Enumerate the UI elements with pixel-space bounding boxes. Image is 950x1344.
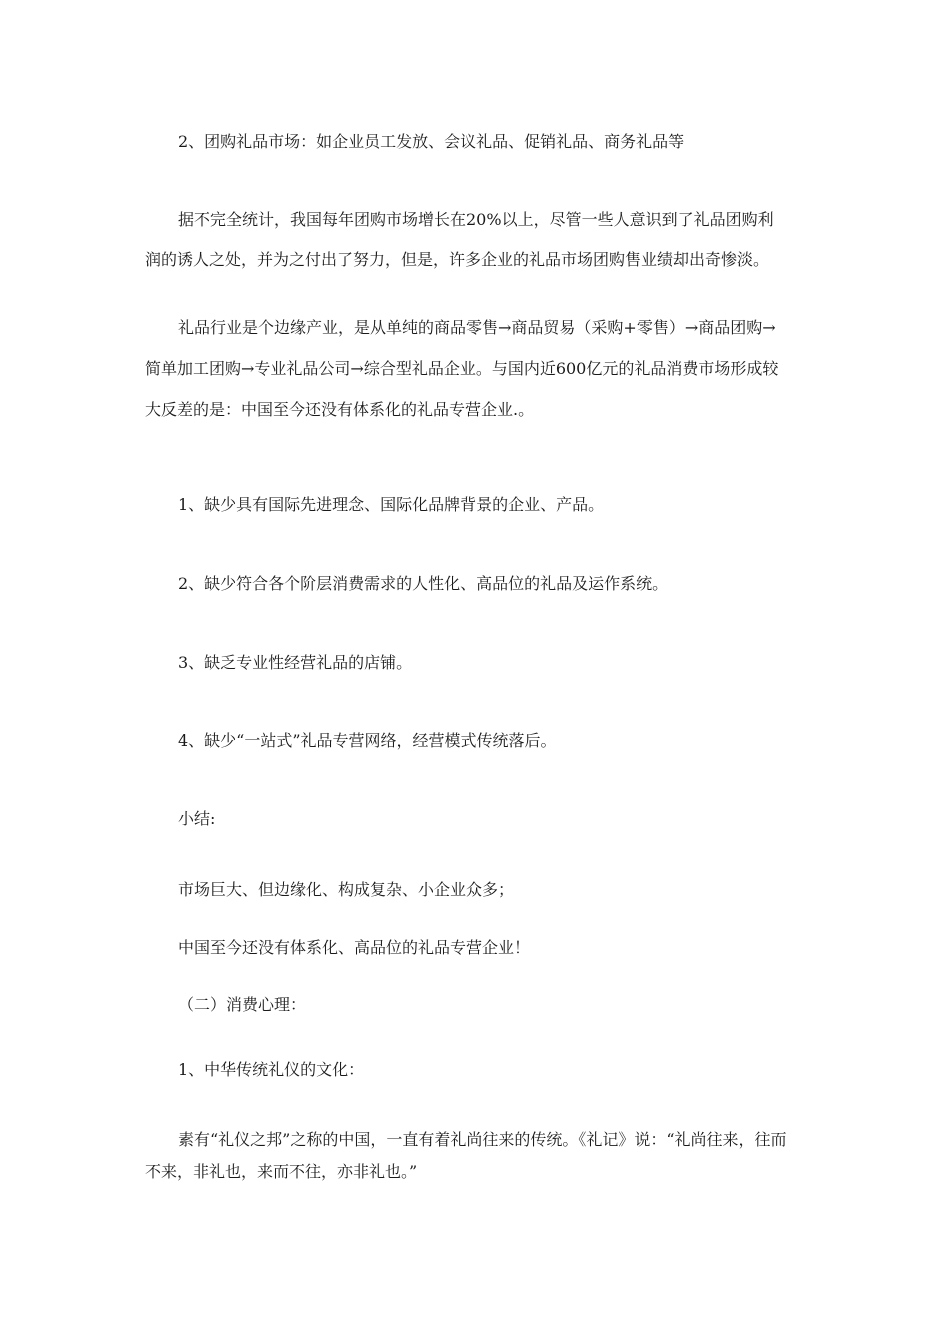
section-heading-consumer-psychology (145, 997, 817, 1013)
paragraph-line: 不来，非礼也，来而不往，亦非礼也。” (145, 1162, 418, 1181)
paragraph-line: 3、缺乏专业性经营礼品的店铺。 (178, 653, 413, 672)
paragraph-line: 简单加工团购→专业礼品公司→综合型礼品企业。与国内近600亿元的礼品消费市场形成较 (145, 359, 779, 378)
paragraph-line: 中国至今还没有体系化、高品位的礼品专营企业！ (178, 938, 531, 957)
list-item-1 (145, 497, 817, 513)
list-item-2 (145, 576, 817, 592)
paragraph-line: 2、缺少符合各个阶层消费需求的人性化、高品位的礼品及运作系统。 (178, 574, 669, 593)
list-item-4 (145, 733, 817, 749)
subsection-heading-etiquette-culture (145, 1062, 817, 1078)
paragraph-line: 素有“礼仪之邦”之称的中国，一直有着礼尚往来的传统。《礼记》说：“礼尚往来，往而 (178, 1130, 787, 1149)
paragraph-line: 礼品行业是个边缘产业，是从单纯的商品零售→商品贸易（采购+零售）→商品团购→ (178, 318, 776, 337)
paragraph-line: 市场巨大、但边缘化、构成复杂、小企业众多； (178, 880, 515, 899)
paragraph-line: 小结: (178, 809, 216, 828)
paragraph-line: 据不完全统计，我国每年团购市场增长在20%以上，尽管一些人意识到了礼品团购利 (178, 210, 774, 229)
summary-heading (145, 811, 817, 827)
paragraph-line: （二）消费心理： (178, 995, 307, 1014)
summary-line-1 (145, 882, 817, 898)
paragraph-line: 润的诱人之处，并为之付出了努力，但是，许多企业的礼品市场团购售业绩却出奇惨淡。 (145, 250, 770, 269)
list-item-3 (145, 655, 817, 671)
paragraph-statistics (145, 212, 817, 268)
paragraph-line: 1、缺少具有国际先进理念、国际化品牌背景的企业、产品。 (178, 495, 605, 514)
paragraph-etiquette-tradition (145, 1132, 817, 1180)
paragraph-line: 大反差的是：中国至今还没有体系化的礼品专营企业.。 (145, 400, 535, 419)
paragraph-industry-evolution (145, 320, 817, 418)
paragraph-line: 2、团购礼品市场：如企业员工发放、会议礼品、促销礼品、商务礼品等 (178, 132, 685, 151)
paragraph-line: 1、中华传统礼仪的文化： (178, 1060, 365, 1079)
paragraph-line: 4、缺少“一站式”礼品专营网络，经营模式传统落后。 (178, 731, 557, 750)
paragraph-group-buying-market (145, 134, 817, 150)
summary-line-2 (145, 940, 817, 956)
